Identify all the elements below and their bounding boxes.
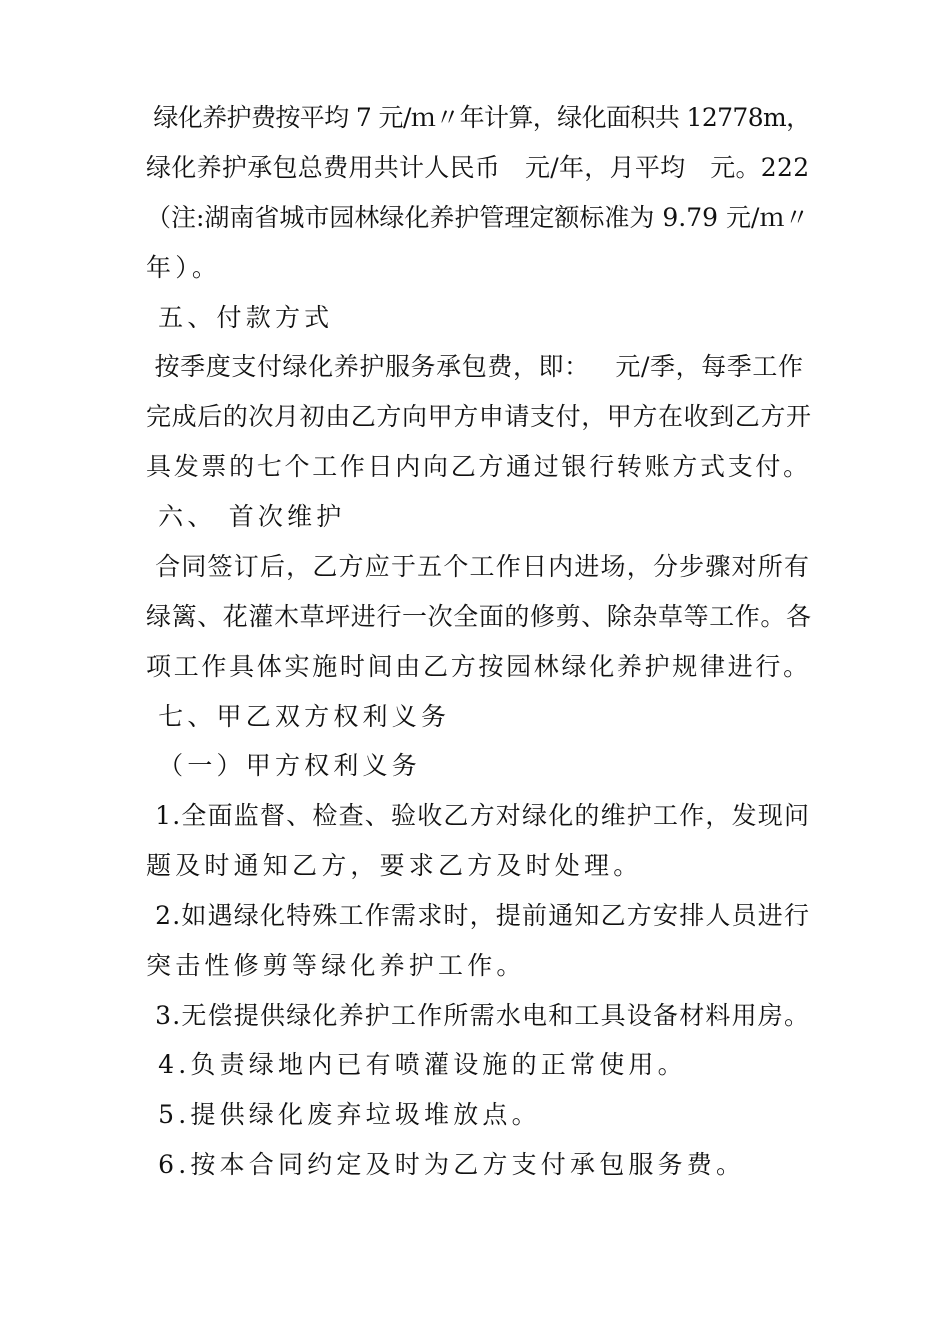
list-item: 6.按本合同约定及时为乙方支付承包服务费。 [146,1150,746,1179]
text-line: 题及时通知乙方，要求乙方及时处理。 [146,851,643,880]
section-heading: 七、甲乙双方权利义务 [146,702,451,731]
text-line: 绿篱、花灌木草坪进行一次全面的修剪、除杂草等工作。各 [146,602,812,631]
subsection-heading: （一）甲方权利义务 [146,751,421,780]
text-line: 完成后的次月初由乙方向甲方申请支付，甲方在收到乙方开 [146,402,812,431]
text-line: 绿化养护费按平均 7 元/ｍ〃年计算，绿化面积共 12778m， [146,103,811,132]
list-item: 5.提供绿化废弃垃圾堆放点。 [146,1100,541,1129]
section-heading: 五、付款方式 [146,303,334,332]
text-line: （注:湖南省城市园林绿化养护管理定额标准为 9.79 元/ｍ〃 [146,203,810,232]
list-item: 3.无偿提供绿化养护工作所需水电和工具设备材料用房。 [146,1001,811,1030]
text-line: 突击性修剪等绿化养护工作。 [146,951,526,980]
text-line: 具发票的七个工作日内向乙方通过银行转账方式支付。 [146,452,811,481]
text-line: 按季度支付绿化养护服务承包费，即： 元/季，每季工作 [146,352,804,381]
list-item: 1.全面监督、检查、验收乙方对绿化的维护工作，发现问 [146,801,811,830]
text-line: 项工作具体实施时间由乙方按园林绿化养护规律进行。 [146,652,811,681]
list-item: 2.如遇绿化特殊工作需求时，提前通知乙方安排人员进行 [146,901,811,930]
text-line: 年）。 [146,253,222,282]
list-item: 4.负责绿地内已有喷灌设施的正常使用。 [146,1050,687,1079]
text-line: 合同签订后，乙方应于五个工作日内进场，分步骤对所有 [146,552,811,581]
section-heading: 六、 首次维护 [146,502,346,531]
text-line: 绿化养护承包总费用共计人民币 元/年，月平均 元。222 [146,153,810,182]
